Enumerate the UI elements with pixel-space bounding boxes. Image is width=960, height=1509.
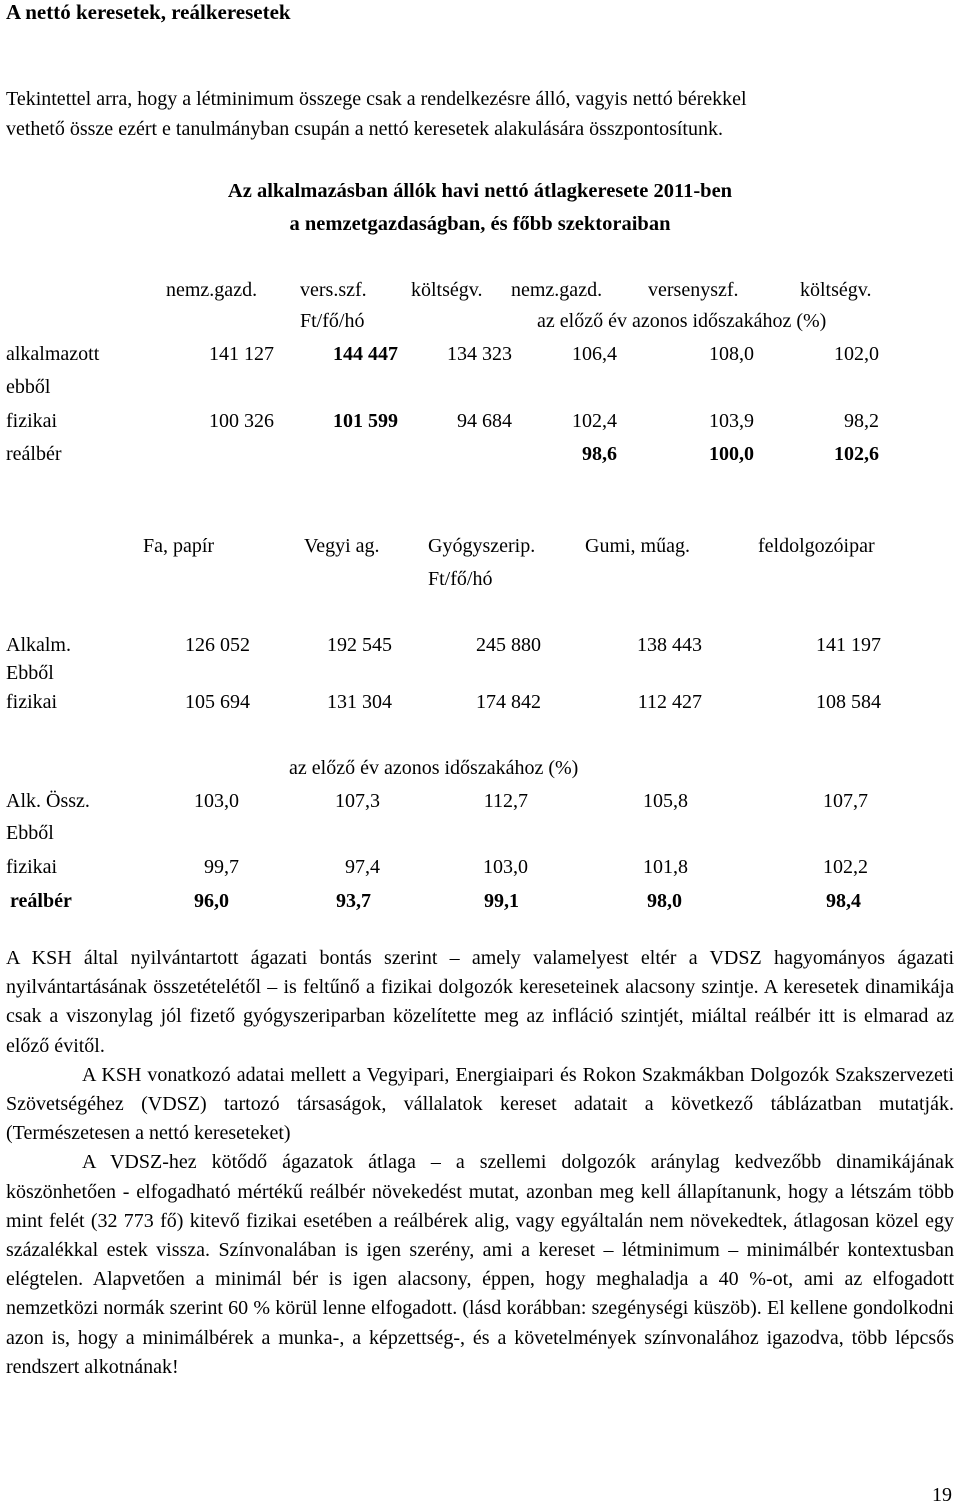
table2-row-label: reálbér xyxy=(10,890,72,912)
table1-cell: 141 127 xyxy=(209,343,274,365)
table2-cell: 131 304 xyxy=(327,691,392,713)
table2-cell: 101,8 xyxy=(643,856,688,878)
table1-cell: 134 323 xyxy=(447,343,512,365)
table1-row-label: ebből xyxy=(6,376,51,398)
table2-cell: 105,8 xyxy=(643,790,688,812)
table1-title-line: a nemzetgazdaságban, és főbb szektoraiban xyxy=(289,213,671,235)
paragraph: A VDSZ-hez kötődő ágazatok átlaga – a szellemi dolgozók aránylag kedvezőbb dinamikájának köszönhetően - elfogadható mértékű reálbér növekedést mutat, azonban meg kell állapítanunk, hogy a létszám több mint felét (32 773 fő) kitevő fizikai esetében a reálbérek alig, vagy egyáltalán nem növekedtek, átlagosan közel egy százalékkal estek vissza. Színvonalában is igen szerény, ami a kereset – létminimum – minimálbér kontextusban elégtelen. Alapvetően a minimál bér is igen alacsony, éppen, hogy meghaladja a 40 %-ot, ami az elfogadott nemzetközi normák szerint 60 % körül lenne elfogadott. (lásd korábban: szegénységi küszöb). El kellene gondolkodni azon is, hogy a minimálbérek a munka-, a képzettség-, és a követelmények színvonalához igazodva, több lépcsős rendszert alkotnának! xyxy=(6,1151,954,1378)
table2-row-label: Ebből xyxy=(6,662,54,684)
table1-cell: 106,4 xyxy=(572,343,617,365)
table1-cell: 100,0 xyxy=(709,443,754,465)
table2-row-label: fizikai xyxy=(6,691,58,713)
table2-cell: 174 842 xyxy=(476,691,541,713)
table2-pct-caption: az előző év azonos időszakához (%) xyxy=(289,757,579,779)
table1-header: vers.szf. xyxy=(300,279,367,301)
table1-header: nemz.gazd. xyxy=(166,279,258,301)
table1-unit-right: az előző év azonos időszakához (%) xyxy=(537,310,827,332)
table2-cell: 102,2 xyxy=(823,856,868,878)
table2-cell: 98,4 xyxy=(826,890,861,912)
table1-title xyxy=(0,175,960,241)
table1-cell: 102,6 xyxy=(834,443,879,465)
table2-cell: 107,3 xyxy=(335,790,380,812)
table1-cell: 98,2 xyxy=(844,410,879,432)
table1-header: költségv. xyxy=(800,279,872,301)
table2-row-label: Ebből xyxy=(6,822,54,844)
table1-row-label: fizikai xyxy=(6,410,58,432)
table1-header: nemz.gazd. xyxy=(511,279,603,301)
intro-paragraph xyxy=(6,85,954,144)
table2-cell: 98,0 xyxy=(647,890,682,912)
table2-cell: 103,0 xyxy=(483,856,528,878)
table1-row-label: alkalmazott xyxy=(6,343,100,365)
table2-cell: 112 427 xyxy=(637,691,702,713)
table2-cell: 103,0 xyxy=(194,790,239,812)
table2-cell: 105 694 xyxy=(185,691,250,713)
table2-header: Fa, papír xyxy=(143,535,215,557)
table1-header: versenyszf. xyxy=(648,279,739,301)
table1-unit-left: Ft/fő/hó xyxy=(300,310,365,332)
table2-cell: 99,7 xyxy=(204,856,239,878)
table2-row-label: fizikai xyxy=(6,856,58,878)
table2-row-label: Alk. Össz. xyxy=(6,790,90,812)
table2-cell: 107,7 xyxy=(823,790,868,812)
paragraph: A KSH vonatkozó adatai mellett a Vegyipari, Energiaipari és Rokon Szakmákban Dolgozók Szakszervezeti Szövetségéhez (VDSZ) tartozó társaságok, vállalatok kereset adatait a következő táblázatban mutatják. (Természetesen a nettó kereseteket) xyxy=(6,1063,954,1145)
table2-cell: 97,4 xyxy=(345,856,380,878)
table2-unit: Ft/fő/hó xyxy=(428,568,493,590)
table2-header: feldolgozóipar xyxy=(758,535,875,557)
table2-row-label: Alkalm. xyxy=(6,634,71,656)
table2-header: Gumi, műag. xyxy=(585,535,690,557)
paragraph: A KSH által nyilvántartott ágazati bontás szerint – amely valamelyest eltér a VDSZ hagyományos ágazati nyilvántartásának összetételétől – is feltűnő a fizikai dolgozók kereseteinek alacsony szintje. A keresetek dinamikája csak a viszonylag jól fizető gyógyszeriparban közelítette meg az infláció szintjét, miáltal reálbér itt is elmarad az előző évitől. xyxy=(6,947,954,1057)
table2-header: Vegyi ag. xyxy=(304,535,380,557)
table1-cell: 144 447 xyxy=(333,343,398,365)
table1-cell: 102,0 xyxy=(834,343,879,365)
table1-header: költségv. xyxy=(411,279,483,301)
intro-line: Tekintettel arra, hogy a létminimum összege csak a rendelkezésre álló, vagyis nettó bérekkel xyxy=(6,88,747,110)
table1-cell: 103,9 xyxy=(709,410,754,432)
table2-header: Gyógyszerip. xyxy=(428,535,536,557)
table1-row-label: reálbér xyxy=(6,443,62,465)
table1-title-line: Az alkalmazásban állók havi nettó átlagkeresete 2011-ben xyxy=(227,180,733,202)
table2-cell: 245 880 xyxy=(476,634,541,656)
table2-cell: 99,1 xyxy=(484,890,519,912)
table1-cell: 94 684 xyxy=(457,410,512,432)
section-heading: A nettó keresetek, reálkeresetek xyxy=(6,0,291,24)
table1-cell: 108,0 xyxy=(709,343,754,365)
table2-cell: 141 197 xyxy=(816,634,881,656)
table1-cell: 102,4 xyxy=(572,410,617,432)
table2-cell: 93,7 xyxy=(336,890,371,912)
table1-cell: 98,6 xyxy=(582,443,617,465)
table1-cell: 101 599 xyxy=(333,410,398,432)
table2-cell: 192 545 xyxy=(327,634,392,656)
intro-line: vethető össze ezért e tanulmányban csupán a nettó keresetek alakulására összpontosítunk. xyxy=(6,117,723,140)
table2-cell: 112,7 xyxy=(483,790,528,812)
table2-cell: 126 052 xyxy=(185,634,250,656)
table2-cell: 96,0 xyxy=(194,890,229,912)
table2-cell: 138 443 xyxy=(637,634,702,656)
table2-cell: 108 584 xyxy=(816,691,881,713)
page-number: 19 xyxy=(932,1484,952,1506)
body-text xyxy=(6,944,954,1382)
table1-cell: 100 326 xyxy=(209,410,274,432)
